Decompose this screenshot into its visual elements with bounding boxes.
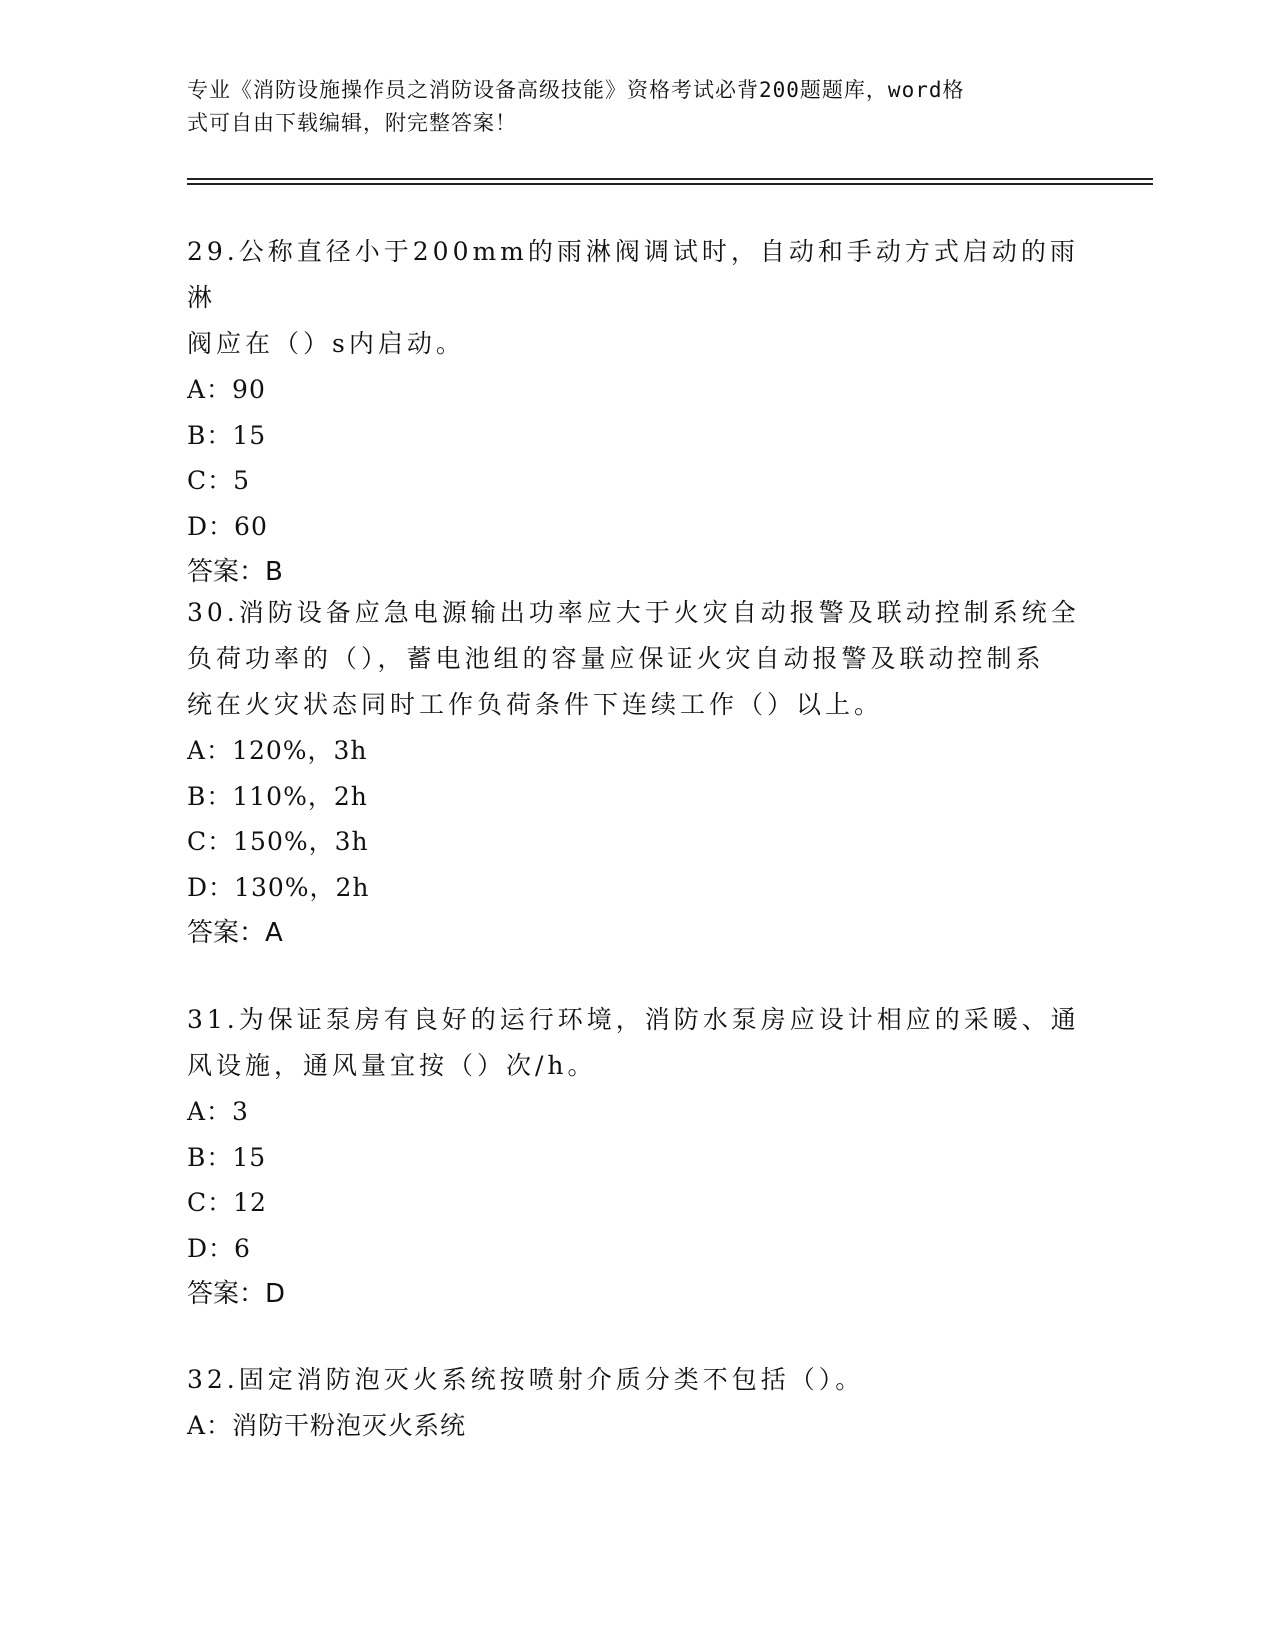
question-stem-line: 风设施，通风量宜按（）次/h。 [187,1051,597,1080]
option-a: A：消防干粉泡灭火系统 [187,1411,467,1440]
question-stem-line: 统在火灾状态同时工作负荷条件下连续工作（）以上。 [187,690,884,719]
option-b: B：110%，2h [187,781,368,811]
header-divider-top [187,178,1153,180]
option-c: C：5 [187,466,251,495]
answer-line: 答案：D [187,1279,286,1309]
answer-line: 答案：A [187,918,283,948]
option-a: A：90 [187,375,266,404]
header-line-2: 式可自由下载编辑，附完整答案！ [187,111,517,135]
option-a: A：120%，3h [187,736,368,765]
option-b: B：15 [187,1142,267,1172]
header-divider-bottom [187,183,1153,185]
header-line-1: 专业《消防设施操作员之消防设备高级技能》资格考试必背200题题库，word格 [187,78,965,102]
question-31 [187,997,1087,1317]
question-stem-line: 29.公称直径小于200mm的雨淋阀调试时，自动和手动方式启动的雨淋 [187,237,1079,312]
option-c: C：12 [187,1188,267,1217]
question-32 [187,1357,1087,1449]
question-stem-line: 31.为保证泵房有良好的运行环境，消防水泵房应设计相应的采暖、通 [187,1005,1080,1034]
question-stem-line: 30.消防设备应急电源输出功率应大于火灾自动报警及联动控制系统全 [187,598,1080,627]
question-stem-line: 32.固定消防泡灭火系统按喷射介质分类不包括（）。 [187,1365,865,1394]
option-d: D：6 [187,1233,251,1263]
question-30 [187,590,1087,956]
answer-line: 答案：B [187,557,283,587]
question-29 [187,229,1087,595]
option-b: B：15 [187,420,267,450]
document-header [187,74,1067,140]
option-a: A：3 [187,1097,249,1126]
question-stem-line: 负荷功率的（），蓄电池组的容量应保证火灾自动报警及联动控制系 [187,644,1045,673]
option-c: C：150%，3h [187,827,369,856]
option-d: D：60 [187,511,268,541]
option-d: D：130%，2h [187,872,370,902]
question-stem-line: 阀应在（）s内启动。 [187,329,465,358]
